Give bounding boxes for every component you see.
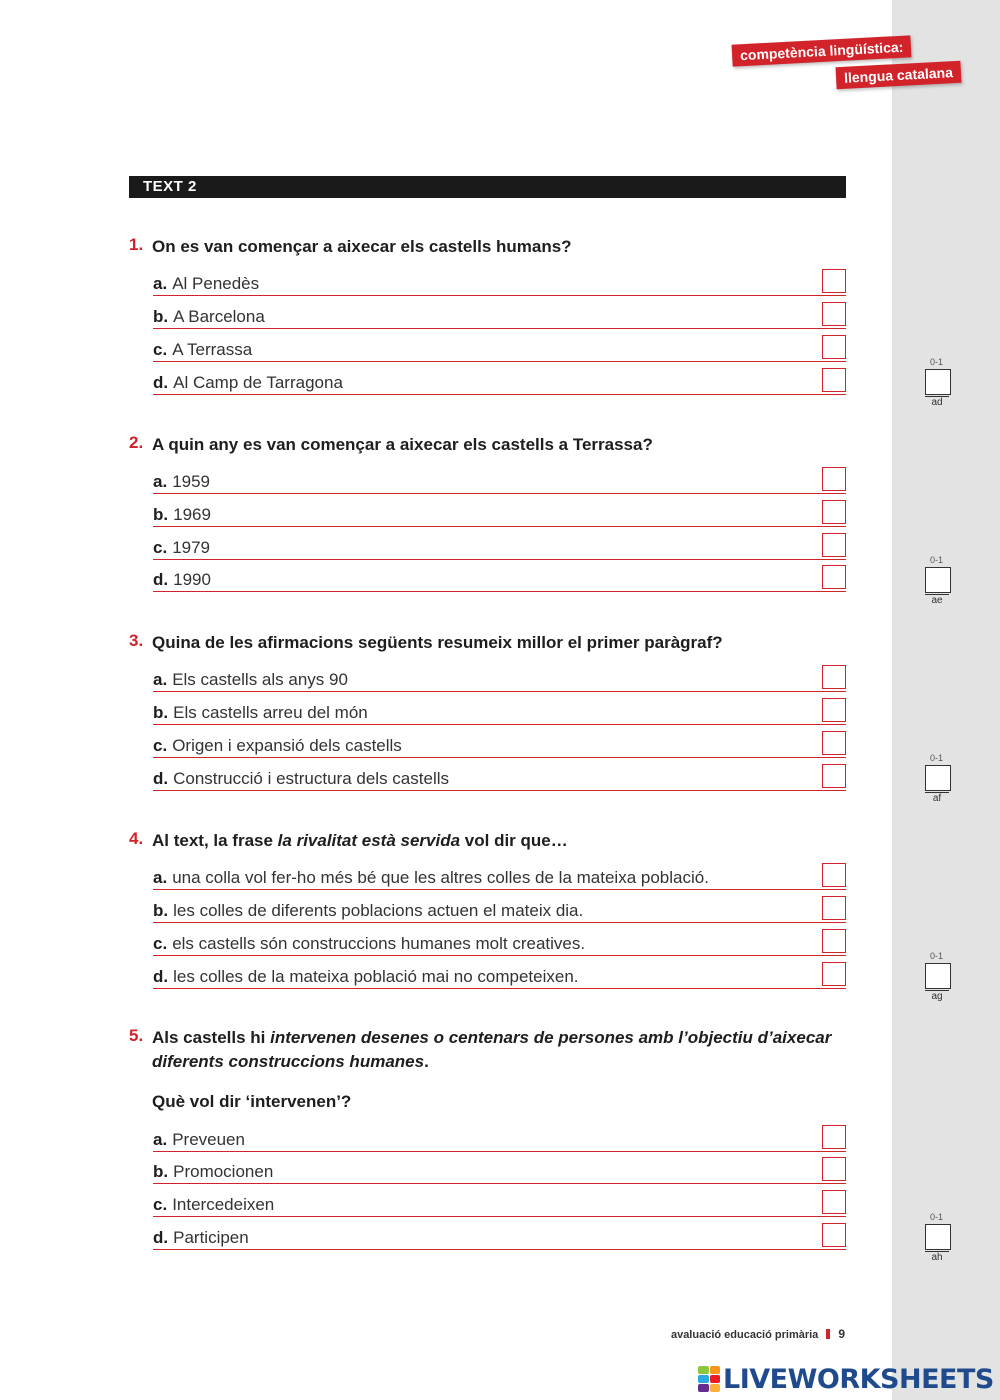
answer-checkbox[interactable] — [822, 929, 846, 953]
option-letter: b. — [153, 703, 169, 722]
option-letter: a. — [153, 472, 168, 491]
option-row — [153, 700, 846, 725]
option-letter: a. — [153, 670, 168, 689]
question-number: 2. — [129, 433, 144, 452]
option-text: Els castells als anys 90 — [172, 670, 348, 689]
answer-checkbox[interactable] — [822, 962, 846, 986]
option-letter: d. — [153, 373, 169, 392]
option-letter: c. — [153, 1195, 168, 1214]
option-text: Construcció i estructura dels castells — [173, 769, 449, 788]
score-code: ad — [925, 396, 949, 408]
answer-checkbox[interactable] — [822, 731, 846, 755]
option-letter: a. — [153, 274, 168, 293]
option-row — [153, 1192, 846, 1217]
question-4 — [129, 829, 849, 849]
liveworksheets-logo-icon — [698, 1366, 720, 1392]
option-row — [153, 304, 846, 329]
answer-checkbox[interactable] — [822, 1223, 846, 1247]
answer-checkbox[interactable] — [822, 533, 846, 557]
score-input[interactable] — [925, 765, 951, 791]
option-text: els castells són construccions humanes molt creatives. — [172, 934, 586, 953]
question-number: 1. — [129, 235, 144, 254]
option-text: Al Penedès — [172, 274, 260, 293]
answer-checkbox[interactable] — [822, 467, 846, 491]
score-input[interactable] — [925, 567, 951, 593]
score-input[interactable] — [925, 1224, 951, 1250]
option-text: A Terrassa — [172, 340, 253, 359]
sub-question: Què vol dir ‘intervenen’? — [152, 1092, 352, 1111]
option-row — [153, 898, 846, 923]
brand-name: LIVEWORKSHEETS — [723, 1363, 994, 1395]
option-letter: b. — [153, 1162, 169, 1181]
score-code: ah — [925, 1251, 949, 1263]
answer-checkbox[interactable] — [822, 896, 846, 920]
page-number: 9 — [838, 1327, 845, 1341]
option-letter: d. — [153, 769, 169, 788]
grading-sidebar — [892, 0, 1000, 1400]
option-row — [153, 337, 846, 362]
option-letter: b. — [153, 505, 169, 524]
option-letter: c. — [153, 340, 168, 359]
question-text: Quina de les afirmacions següents resumeix millor el primer paràgraf? — [152, 633, 723, 652]
option-row — [153, 865, 846, 890]
option-letter: b. — [153, 901, 169, 920]
score-box — [925, 555, 951, 606]
question-text: On es van començar a aixecar els castells humans? — [152, 237, 572, 256]
option-letter: c. — [153, 736, 168, 755]
answer-checkbox[interactable] — [822, 1190, 846, 1214]
footer-divider — [826, 1329, 830, 1339]
option-text: A Barcelona — [173, 307, 265, 326]
answer-checkbox[interactable] — [822, 368, 846, 392]
answer-checkbox[interactable] — [822, 335, 846, 359]
option-row — [153, 469, 846, 494]
score-range: 0-1 — [930, 951, 944, 961]
question-number: 5. — [129, 1026, 144, 1045]
option-row — [153, 1159, 846, 1184]
answer-checkbox[interactable] — [822, 698, 846, 722]
question-quote: la rivalitat està servida — [277, 831, 461, 850]
score-code: ae — [925, 594, 949, 606]
option-row — [153, 502, 846, 527]
option-text: Els castells arreu del món — [173, 703, 368, 722]
question-number: 4. — [129, 829, 144, 848]
option-row — [153, 535, 846, 560]
question-text: A quin any es van començar a aixecar els castells a Terrassa? — [152, 435, 653, 454]
option-row — [153, 733, 846, 758]
answer-checkbox[interactable] — [822, 665, 846, 689]
answer-checkbox[interactable] — [822, 302, 846, 326]
option-text: 1959 — [172, 472, 211, 491]
option-letter: c. — [153, 538, 168, 557]
option-letter: a. — [153, 868, 168, 887]
option-text: Al Camp de Tarragona — [173, 373, 343, 392]
question-text-part: Als castells hi — [152, 1028, 271, 1047]
question-text-part: Al text, la frase — [152, 831, 278, 850]
answer-checkbox[interactable] — [822, 1157, 846, 1181]
option-text: Promocionen — [173, 1162, 274, 1181]
option-text: les colles de diferents poblacions actuen el mateix dia. — [173, 901, 584, 920]
subject-tag-line2: llengua catalana — [836, 61, 962, 90]
question-text-part: vol dir que… — [460, 831, 568, 850]
option-row — [153, 667, 846, 692]
answer-checkbox[interactable] — [822, 1125, 846, 1149]
question-quote: intervenen desenes o centenars de persones amb l’objectiu d’aixecar diferents construccions humanes — [152, 1028, 832, 1071]
option-text: 1990 — [173, 570, 211, 589]
option-text: 1969 — [173, 505, 211, 524]
score-range: 0-1 — [930, 1212, 944, 1222]
option-row — [153, 567, 846, 592]
score-box — [925, 357, 951, 408]
option-row — [153, 1225, 846, 1250]
question-3 — [129, 631, 849, 651]
score-box — [925, 951, 951, 1002]
answer-checkbox[interactable] — [822, 500, 846, 524]
page-footer — [671, 1327, 845, 1341]
option-letter: c. — [153, 934, 168, 953]
question-text — [152, 1026, 842, 1074]
score-box — [925, 1212, 951, 1263]
answer-checkbox[interactable] — [822, 863, 846, 887]
answer-checkbox[interactable] — [822, 764, 846, 788]
score-input[interactable] — [925, 963, 951, 989]
option-letter: d. — [153, 1228, 169, 1247]
subject-tag-line1: competència lingüística: — [732, 35, 912, 66]
section-title-bar — [129, 176, 846, 198]
option-letter: b. — [153, 307, 169, 326]
question-text-part: . — [424, 1052, 429, 1071]
score-code: af — [925, 792, 949, 804]
question-text — [152, 829, 842, 853]
option-row — [153, 271, 846, 296]
option-letter: a. — [153, 1130, 168, 1149]
question-number: 3. — [129, 631, 144, 650]
question-1 — [129, 235, 849, 255]
question-5 — [129, 1026, 849, 1071]
score-range: 0-1 — [930, 357, 944, 367]
option-text: les colles de la mateixa població mai no competeixen. — [173, 967, 579, 986]
option-letter: d. — [153, 967, 169, 986]
option-row — [153, 931, 846, 956]
option-row — [153, 964, 846, 989]
option-text: Participen — [173, 1228, 249, 1247]
footer-label: avaluació educació primària — [670, 1329, 819, 1341]
option-text: una colla vol fer-ho més bé que les altres colles de la mateixa població. — [172, 868, 709, 887]
option-letter: d. — [153, 570, 169, 589]
score-range: 0-1 — [930, 753, 944, 763]
option-text: Intercedeixen — [172, 1195, 275, 1214]
score-box — [925, 753, 951, 804]
score-range: 0-1 — [930, 555, 944, 565]
option-row — [153, 766, 846, 791]
option-text: Origen i expansió dels castells — [172, 736, 402, 755]
liveworksheets-brand — [698, 1364, 994, 1394]
section-title: TEXT 2 — [143, 178, 197, 195]
score-input[interactable] — [925, 369, 951, 395]
option-text: 1979 — [172, 538, 211, 557]
answer-checkbox[interactable] — [822, 565, 846, 589]
score-code: ag — [925, 990, 949, 1002]
option-row — [153, 370, 846, 395]
option-text: Preveuen — [172, 1130, 245, 1149]
question-2 — [129, 433, 849, 453]
answer-checkbox[interactable] — [822, 269, 846, 293]
option-row — [153, 1127, 846, 1152]
